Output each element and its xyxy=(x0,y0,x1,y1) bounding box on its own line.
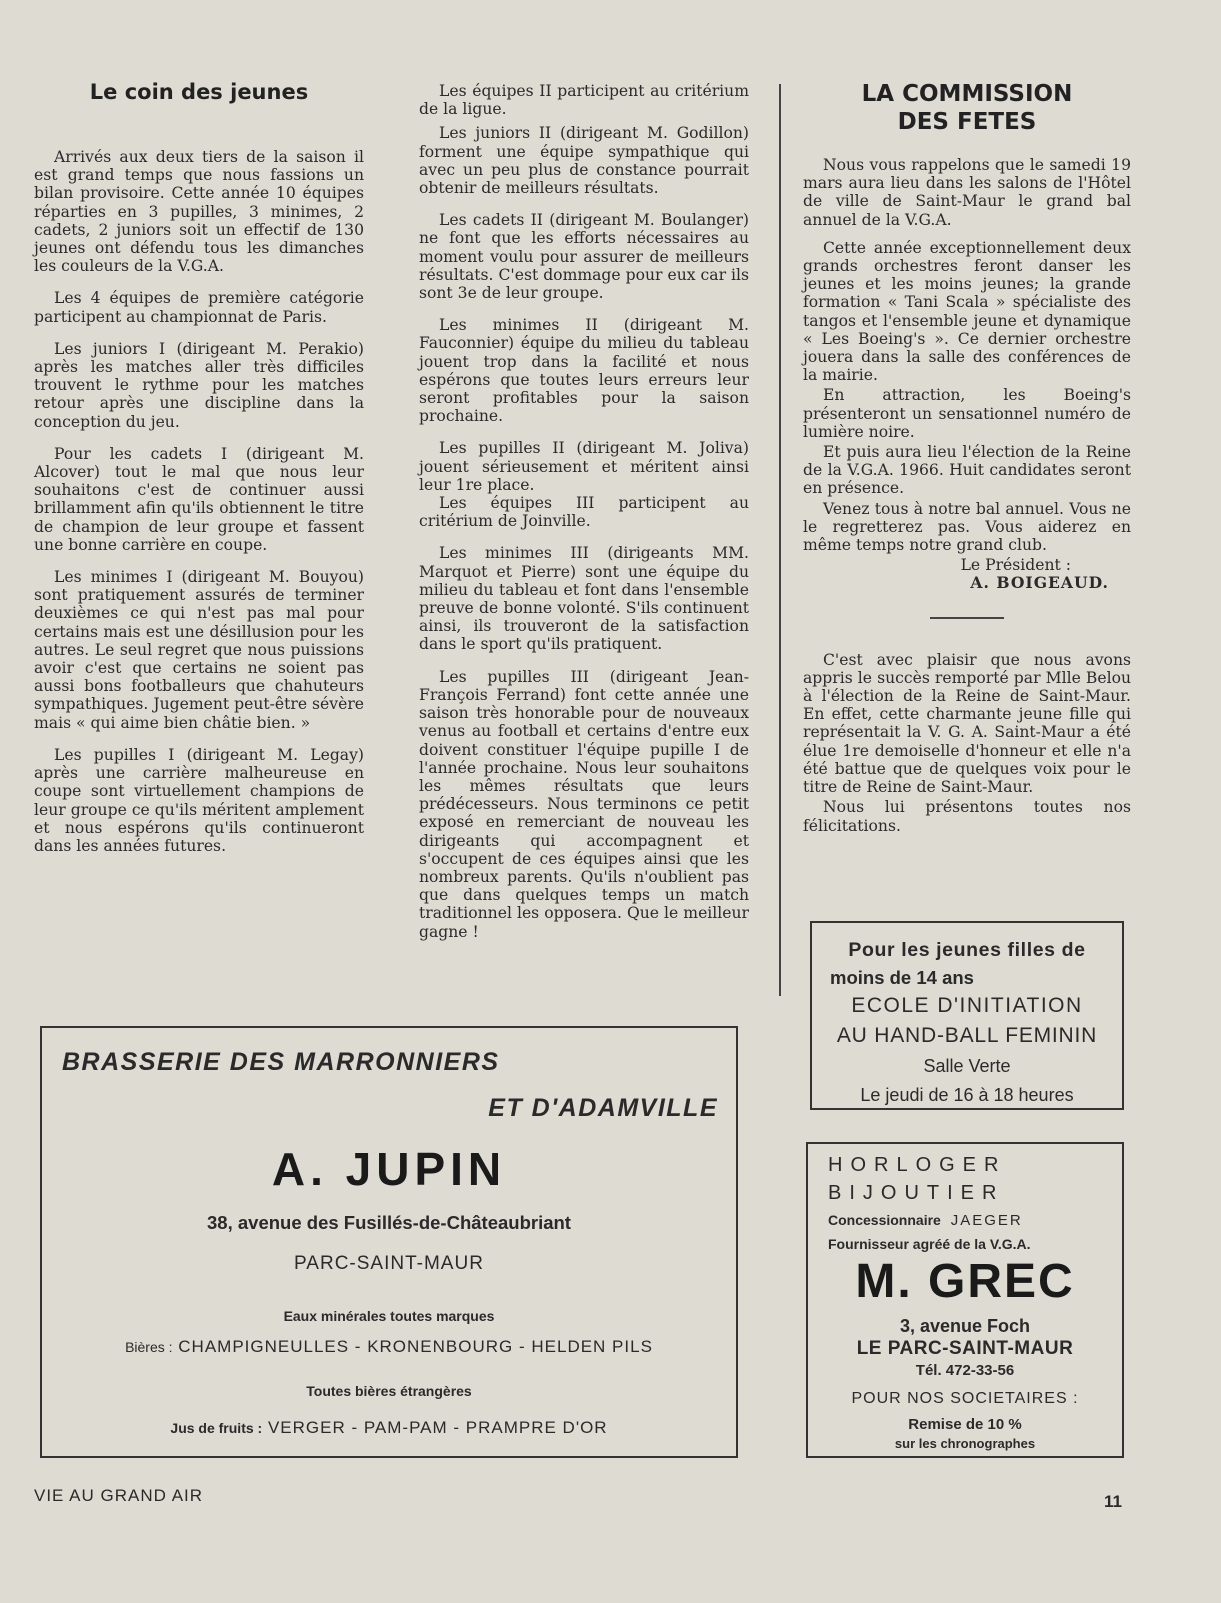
societaires-line: POUR NOS SOCIETAIRES : xyxy=(851,1390,1079,1407)
shop-name: M. GREC xyxy=(855,1255,1075,1308)
concess-label: Concessionnaire xyxy=(828,1212,941,1228)
signoff-name: A. BOIGEAUD. xyxy=(970,573,1109,593)
ad-line: Le jeudi de 16 à 18 heures xyxy=(860,1085,1074,1105)
jus-line xyxy=(42,1418,736,1438)
fournisseur-line: Fournisseur agréé de la V.G.A. xyxy=(828,1236,1031,1252)
ad-line: Salle Verte xyxy=(923,1056,1011,1076)
paragraph: En attraction, les Boeing's présenteront un sensationnel numéro de lumière noire. xyxy=(803,386,1131,441)
paragraph: Les minimes II (dirigeant M. Fauconnier) équipe du milieu du tableau jouent trop dans la facilité et nous espérons que toutes leurs erreurs leur seront profitables pour la saison prochaine. xyxy=(419,316,749,426)
paragraph: Pour les cadets I (dirigeant M. Alcover) tout le mal que nous leur souhaitons c'est de continuer aussi brillamment afin qu'ils obtiennent le titre de champion de leur groupe et fassent une bonne carrière en coupe. xyxy=(34,444,364,554)
paragraph: Les juniors II (dirigeant M. Godillon) forment une équipe sympathique qui avec un peu plus de constance pourrait obtenir de meilleurs résultats. xyxy=(419,124,749,198)
separator-rule xyxy=(930,617,1004,619)
column-1-title: Le coin des jeunes xyxy=(89,80,309,104)
bieres-line xyxy=(42,1337,736,1357)
column-2 xyxy=(419,82,749,951)
eaux-line: Eaux minérales toutes marques xyxy=(283,1308,495,1324)
jus-list: VERGER - PAM-PAM - PRAMPRE D'OR xyxy=(267,1418,608,1437)
bijoutier-line: BIJOUTIER xyxy=(828,1182,1005,1204)
owner-name: A. JUPIN xyxy=(271,1143,507,1195)
bieres-list: CHAMPIGNEULLES - KRONENBOURG - HELDEN PILS xyxy=(178,1337,653,1356)
ad-line: Pour les jeunes filles de xyxy=(848,939,1086,961)
column-divider xyxy=(779,84,781,996)
paragraph: Arrivés aux deux tiers de la saison il est grand temps que nous fassions un bilan provisoire. Cette année 10 équipes réparties en 3 pupilles, 3 minimes, 2 cadets, 2 juniors soit un effectif de 130 jeunes ont défendu tous les dimanches les couleurs de la V.G.A. xyxy=(34,148,364,276)
paragraph: Venez tous à notre bal annuel. Vous ne le regretterez pas. Vous aiderez en même temps notre grand club. xyxy=(803,499,1131,555)
ad-line: ECOLE D'INITIATION xyxy=(851,994,1083,1017)
brasserie-ad xyxy=(40,1026,738,1458)
horloger-ad xyxy=(806,1142,1124,1458)
paragraph: Les pupilles III (dirigeant Jean-François Ferrand) font cette année une saison très honorable pour de nouveaux venus au football et certains d'entre eux doivent constituer l'équipe pupille I de l'année prochaine. Nous leur souhaitons les mêmes résultats que leurs prédécesseurs. Nous terminons ce petit exposé en remerciant de nouveau les dirigeants qui accompagnent et s'occupent de ces équipes ainsi que les nombreux parents. Qu'ils n'oublient pas que dans quelques temps un match traditionnel les opposera. Que le meilleur gagne ! xyxy=(419,667,749,941)
city: PARC-SAINT-MAUR xyxy=(294,1253,484,1274)
horloger-line: HORLOGER xyxy=(828,1154,1007,1176)
column-3-title xyxy=(803,80,1131,136)
shop-address: 3, avenue Foch xyxy=(899,1316,1031,1336)
title-line: DES FETES xyxy=(897,109,1037,135)
paragraph: Cette année exceptionnellement deux grands orchestres feront danser les jeunes et les moins jeunes; la grande formation « Tani Scala » spécialiste des tangos et l'ensemble jeune et dynamique « Les Boeing's ». Ce dernier orchestre jouera dans la salle des conférences de la mairie. xyxy=(803,238,1131,385)
address: 38, avenue des Fusillés-de-Châteaubriant xyxy=(207,1212,571,1233)
paragraph: Les pupilles II (dirigeant M. Joliva) jouent sérieusement et méritent ainsi leur 1re place. xyxy=(419,439,749,494)
paragraph: Les pupilles I (dirigeant M. Legay) après une carrière malheureuse en coupe sont virtuellement champions de leur groupe ce qu'ils méritent amplement et nous espérons qu'ils continueront dans les années futures. xyxy=(34,745,364,855)
bieres-label: Bières : xyxy=(125,1339,173,1355)
shop-city: LE PARC-SAINT-MAUR xyxy=(856,1338,1074,1359)
concess-line xyxy=(828,1212,1023,1229)
footer-left: VIE AU GRAND AIR xyxy=(34,1486,204,1505)
etrangeres-line: Toutes bières étrangères xyxy=(306,1383,472,1399)
column-1 xyxy=(34,78,364,865)
jus-label: Jus de fruits : xyxy=(170,1420,263,1436)
ad-line: AU HAND-BALL FEMININ xyxy=(836,1024,1098,1047)
ad-line: moins de 14 ans xyxy=(830,967,974,988)
column-3 xyxy=(803,80,1131,845)
paragraph: Les cadets II (dirigeant M. Boulanger) ne font que les efforts nécessaires au moment voulu pour assurer de meilleurs résultats. C'est dommage pour eux car ils sont 3e de leur groupe. xyxy=(419,211,749,303)
paragraph: Les juniors I (dirigeant M. Perakio) après les matches aller très difficiles trouvent le rythme pour les matches retour après une discipline dans la conception du jeu. xyxy=(34,339,364,431)
remise-line: Remise de 10 % xyxy=(908,1416,1022,1433)
brasserie-name-2: ET D'ADAMVILLE xyxy=(488,1094,718,1122)
paragraph: Et puis aura lieu l'élection de la Reine de la V.G.A. 1966. Huit candidates seront en présence. xyxy=(803,443,1131,498)
paragraph: Les 4 équipes de première catégorie participent au championnat de Paris. xyxy=(34,289,364,326)
title-line: LA COMMISSION xyxy=(861,81,1073,107)
page-number: 11 xyxy=(1104,1492,1122,1511)
paragraph: Les équipes II participent au critérium de la ligue. xyxy=(419,82,749,119)
paragraph: Nous lui présentons toutes nos félicitations. xyxy=(803,798,1131,835)
concess-brand: JAEGER xyxy=(950,1212,1023,1229)
brasserie-name: BRASSERIE DES MARRONNIERS xyxy=(62,1048,500,1076)
paragraph: Nous vous rappelons que le samedi 19 mars aura lieu dans les salons de l'Hôtel de ville de Saint-Maur le grand bal annuel de la V.G.A. xyxy=(803,156,1131,229)
paragraph: Les minimes I (dirigeant M. Bouyou) sont pratiquement assurés de terminer deuxièmes ce qui n'est pas mal pour certains mais est une désillusion pour les autres. Le seul regret que nous puissions avoir c'est que certains ne soient pas aussi bons footballeurs que chahuteurs sympathiques. Jugement peut-être sévère mais « qui aime bien châtie bien. » xyxy=(34,568,365,732)
signoff-label: Le Président : xyxy=(960,556,1071,575)
handball-ad xyxy=(810,921,1124,1110)
paragraph: C'est avec plaisir que nous avons appris le succès remporté par Mlle Belou à l'élection de la Reine de Saint-Maur. En effet, cette charmante jeune fille qui représentait la V. G. A. Saint-Maur a été élue 1re demoiselle d'honneur et elle n'a été battue que de quelques voix pour le titre de Reine de Saint-Maur. xyxy=(803,650,1131,797)
shop-tel: Tél. 472-33-56 xyxy=(915,1362,1015,1379)
paragraph: Les équipes III participent au critérium de Joinville. xyxy=(419,494,749,531)
chrono-line: sur les chronographes xyxy=(894,1436,1036,1451)
paragraph: Les minimes III (dirigeants MM. Marquot et Pierre) sont une équipe du milieu du tableau et font dans l'ensemble preuve de bonne volonté. S'ils continuent ainsi, ils trouveront de la satisfaction dans le sport qu'ils pratiquent. xyxy=(419,544,749,654)
